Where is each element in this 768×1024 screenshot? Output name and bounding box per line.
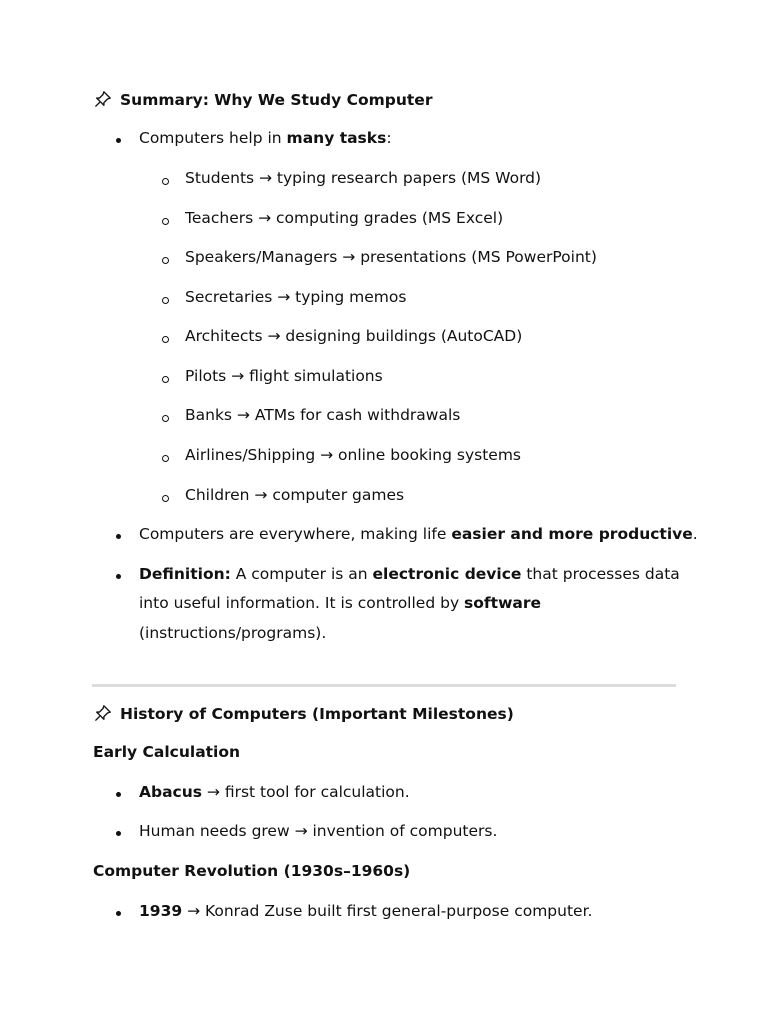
bullet-dot [116,534,121,539]
bullet-dot [116,138,121,143]
definition-line-2 [139,594,541,612]
definition-line-3: (instructions/programs). [139,624,327,642]
item-bold: many tasks [286,129,387,147]
list-item [139,129,392,147]
sub-list-item: Banks → ATMs for cash withdrawals [185,406,461,424]
bullet-dot [116,792,121,797]
item-bold: software [464,594,542,612]
sub-bullet [162,415,169,422]
item-text: → Konrad Zuse built first general-purpose computer. [182,902,593,920]
sub-bullet [162,218,169,225]
early-calculation-title: Early Calculation [93,743,241,761]
summary-heading-text: Summary: Why We Study Computer [120,91,433,109]
sub-bullet [162,178,169,185]
item-text: → first tool for calculation. [202,783,410,801]
pushpin-icon [94,90,112,108]
sub-list-item: Secretaries → typing memos [185,288,407,306]
sub-bullet [162,336,169,343]
bullet-dot [116,831,121,836]
item-text: that processes data [521,565,680,583]
pushpin-icon [94,704,112,722]
list-item [139,525,698,543]
definition-label: Definition: [139,565,231,583]
sub-list-item: Architects → designing buildings (AutoCAD) [185,327,523,345]
sub-bullet [162,455,169,462]
sub-bullet [162,297,169,304]
item-bold: easier and more productive [451,525,693,543]
item-text: into useful information. It is controlled by [139,594,465,612]
item-bold: 1939 [139,902,183,920]
sub-list-item: Pilots → flight simulations [185,367,383,385]
item-bold: Abacus [139,783,202,801]
sub-list-item: Students → typing research papers (MS Word) [185,169,542,187]
item-bold: electronic device [372,565,522,583]
list-item [139,783,410,801]
sub-list-item: Airlines/Shipping → online booking systems [185,446,522,464]
item-text: Computers help in [139,129,287,147]
bullet-dot [116,911,121,916]
sub-list-item: Teachers → computing grades (MS Excel) [185,209,504,227]
list-item: Human needs grew → invention of computers. [139,822,498,840]
summary-heading [94,90,432,109]
history-heading [94,704,514,723]
sub-bullet [162,257,169,264]
sub-bullet [162,495,169,502]
sub-list-item: Speakers/Managers → presentations (MS PowerPoint) [185,248,597,266]
list-item [139,902,592,920]
section-divider [92,684,676,687]
bullet-dot [116,574,121,579]
item-text: : [386,129,392,147]
history-heading-text: History of Computers (Important Milestones) [120,705,514,723]
item-text: A computer is an [230,565,373,583]
item-text: Computers are everywhere, making life [139,525,452,543]
item-text: . [692,525,698,543]
sub-bullet [162,376,169,383]
definition-line-1 [139,565,680,583]
computer-revolution-title: Computer Revolution (1930s–1960s) [93,862,411,880]
sub-list-item: Children → computer games [185,486,405,504]
